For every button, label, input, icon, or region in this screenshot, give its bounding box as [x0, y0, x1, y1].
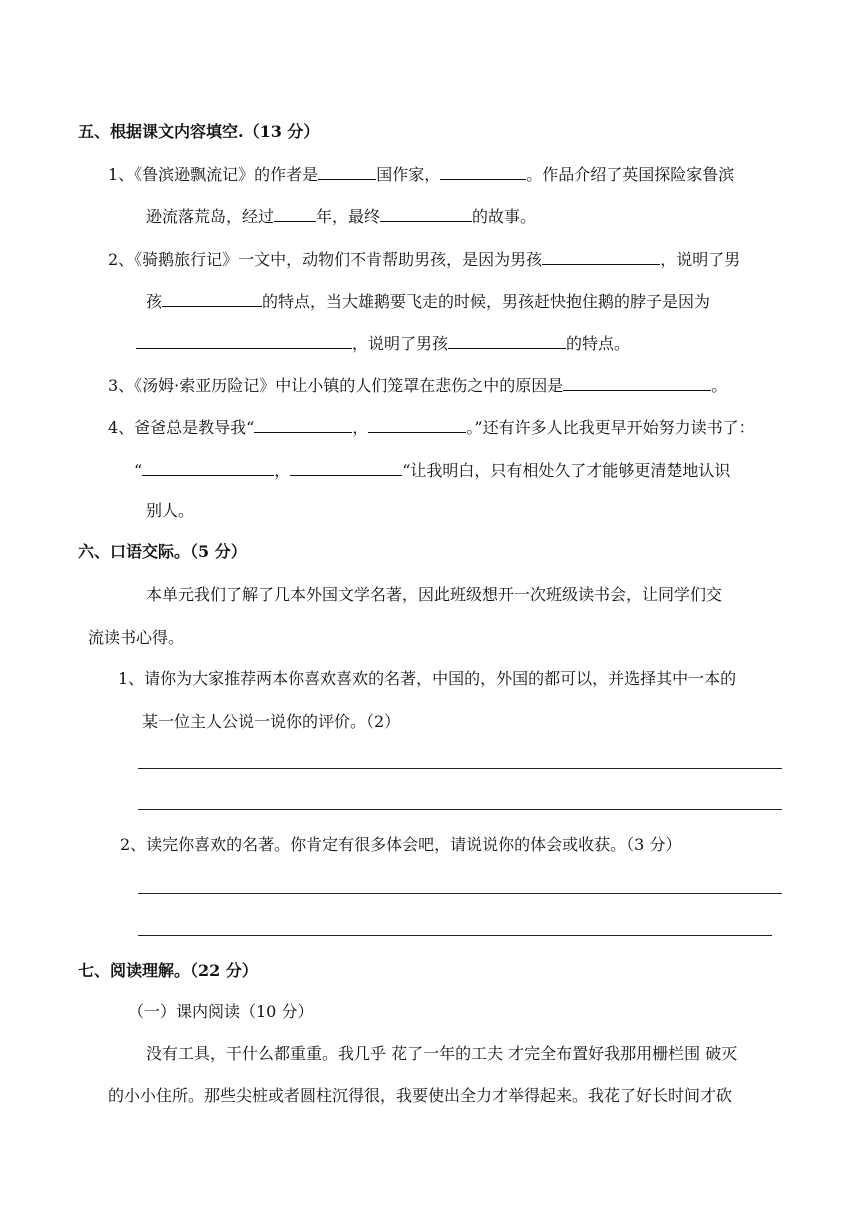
q3-text-b: 。 [711, 376, 728, 395]
q1-text-f: 的故事。 [472, 207, 537, 226]
q4-text-c: 。”还有许多人比我更早开始努力读书了： [466, 418, 755, 437]
q4-text-d: “ [134, 461, 143, 480]
question-2-line-1 [108, 247, 740, 271]
q3-text-a: 3、《汤姆·索亚历险记》中让小镇的人们笼罩在悲伤之中的原因是 [108, 376, 564, 395]
section-5-heading: 五、根据课文内容填空.（13 分） [78, 122, 320, 141]
q1-text-e: 年，最终 [316, 207, 381, 226]
section-7-heading: 七、阅读理解。（22 分） [78, 961, 258, 980]
section-6-question-1-line-2: 某一位主人公说一说你的评价。（2） [142, 712, 401, 731]
q2-text-f: 的特点。 [566, 334, 631, 353]
question-1-line-2 [146, 204, 536, 228]
question-2-line-3 [136, 331, 630, 355]
q2-text-e: ，说明了男孩 [352, 334, 449, 353]
q2-text-d: 的特点，当大雄鹅要飞走的时候，男孩赶快抱住鹅的脖子是因为 [262, 292, 711, 311]
answer-line[interactable] [138, 768, 782, 769]
question-2-line-2 [146, 289, 710, 313]
answer-line[interactable] [138, 809, 782, 810]
blank-hold-goose-reason[interactable] [136, 331, 352, 349]
answer-line[interactable] [138, 893, 782, 894]
blank-author[interactable] [318, 162, 376, 180]
q4-text-e: ， [274, 461, 291, 480]
blank-years[interactable] [274, 204, 316, 222]
question-4-line-3: 别人。 [146, 501, 195, 520]
section-6-intro-line-2: 流读书心得。 [88, 628, 185, 647]
q1-text-c: 。作品介绍了英国探险家鲁滨 [526, 165, 735, 184]
q1-text-b: 国作家， [376, 165, 441, 184]
q2-text-a: 2、《骑鹅旅行记》一文中，动物们不肯帮助男孩，是因为男孩 [108, 250, 543, 269]
blank-ending[interactable] [380, 204, 472, 222]
q2-text-c: 孩 [146, 292, 163, 311]
blank-boy-reason[interactable] [542, 247, 660, 265]
blank-saying-4[interactable] [290, 458, 402, 476]
blank-saying-3[interactable] [142, 458, 274, 476]
blank-sadness-reason[interactable] [563, 373, 711, 391]
q1-text-d: 逊流落荒岛，经过 [146, 207, 275, 226]
question-3 [108, 373, 727, 397]
blank-profession[interactable] [440, 162, 526, 180]
answer-line[interactable] [138, 935, 772, 936]
question-4-line-1 [108, 415, 755, 439]
section-6-heading: 六、口语交际。（5 分） [78, 542, 247, 561]
q4-text-b: ， [352, 418, 369, 437]
blank-saying-2[interactable] [368, 415, 466, 433]
blank-saying-1[interactable] [254, 415, 352, 433]
q4-text-f: “让我明白，只有相处久了才能够更清楚地认识 [402, 461, 731, 480]
reading-passage-line-1: 没有工具，干什么都重重。我几乎 花了一年的工夫 才完全布置好我那用栅栏围 破灭 [146, 1044, 738, 1063]
blank-boy-trait-2[interactable] [448, 331, 566, 349]
section-6-question-2: 2、读完你喜欢的名著。你肯定有很多体会吧，请说说你的体会或收获。（3 分） [120, 835, 682, 854]
section-6-question-1-line-1: 1、请你为大家推荐两本你喜欢喜欢的名著，中国的，外国的都可以，并选择其中一本的 [118, 669, 737, 688]
q2-text-b: ，说明了男 [660, 250, 741, 269]
blank-boy-trait-1[interactable] [162, 289, 262, 307]
q1-text-a: 1、《鲁滨逊飘流记》的作者是 [108, 165, 319, 184]
reading-passage-line-2: 的小小住所。那些尖桩或者圆柱沉得很，我要使出全力才举得起来。我花了好长时间才砍 [108, 1086, 733, 1105]
section-7-subheading: （一）课内阅读（10 分） [128, 1002, 314, 1021]
question-4-line-2 [134, 458, 730, 482]
section-6-intro-line-1: 本单元我们了解了几本外国文学名著，因此班级想开一次班级读书会，让同学们交 [146, 585, 723, 604]
question-1-line-1 [108, 162, 734, 186]
q4-text-a: 4、爸爸总是教导我“ [108, 418, 255, 437]
